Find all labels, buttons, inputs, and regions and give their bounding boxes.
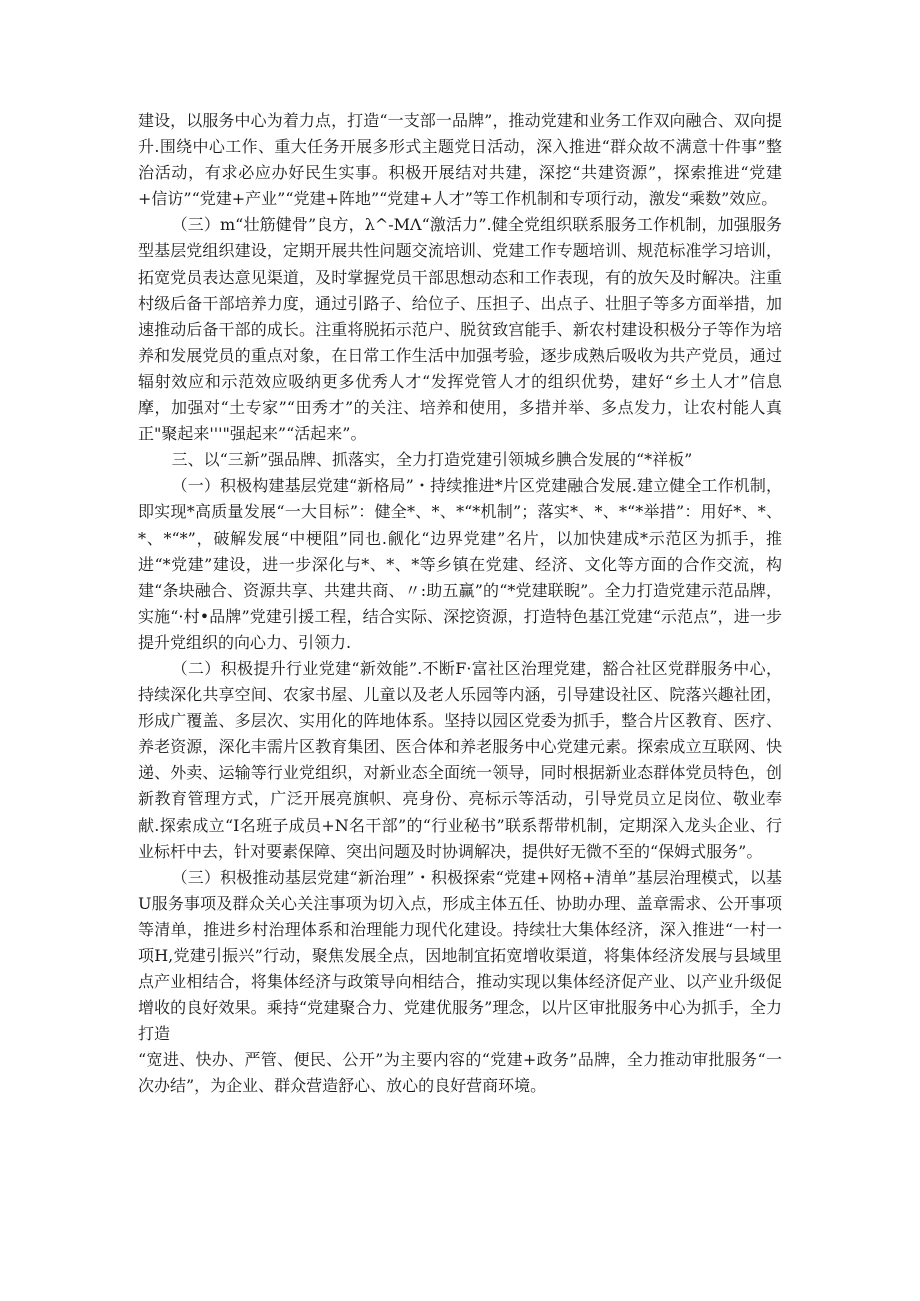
document-body (138, 108, 782, 1100)
paragraph-new-pattern: （一）积极构建基层党建“新格局”・持续推进*片区党建融合发展.建立健全工作机制，即实现*高质量发展“一大目标”：健全*、*、*“*机制”；落实*、*、*“*举措”：用好*、*、*、*“*”，破解发展“中梗阻”同也.觎化“边界党建”名片，以加快建成*示范区为抓手，推进“*党建”建设，进一步深化与*、*、*等乡镇在党建、经济、文化等方面的合作交流，构建“条块融合、资源共享、共建共商、〃:助五赢”的“*党建联睨”。全力打造党建示范品牌，实施“·村•品牌”党建引援工程，结合实际、深挖资源，打造特色基江党建“示范点”，进一步提升党组织的向心力、引领力. (138, 476, 782, 652)
paragraph-strengthen-foundation: （三）m“壮筋健骨”良方，λ^-MΛ“激活力”.健全党组织联系服务工作机制，加强服务型基层党组织建设，定期开展共性问题交流培训、党建工作专题培训、规范标准学习培训，拓宽党员表达意见渠道，及时掌握党员干部思想动态和工作表现，有的放矢及时解决。注重村级后备干部培养力度，通过引路子、给位子、压担子、出点子、壮胆子等多方面举措，加速推动后备干部的成长。注重将脱拓示范户、脱贫致宫能手、新农村建设积极分子等作为培养和发展党员的重点对象，在日常工作生活中加强考验，逐步成熟后吸收为共产党员，通过辐射效应和示范效应吸纳更多优秀人才“发挥党管人才的组织优势，建好“乡土人才”信息摩，加强对“土专家”“田秀才”的关注、培养和使用，多措并举、多点发力，让农村能人真正"聚起来'''"强起来”“活起来”。 (138, 215, 782, 444)
paragraph-continuation: 建设，以服务中心为着力点，打造“一支部一品牌”，推动党建和业务工作双向融合、双向提升.围绕中心工作、重大任务开展多形式主题党日活动，深入推进“群众故不满意十件事”整治活动，有求必应办好民生实事。积极开展结对共建，深挖“共建资源”，探索推进“党建+信访”“党建+产业”“党建+阵地”“党建+人才”等工作机制和专项行动，激发“乘数”效应。 (138, 111, 782, 209)
paragraph-government-services: “宽进、快办、严管、便民、公开”为主要内容的“党建+政务”品牌，全力推动审批服务“一次办结”，为企业、群众营造舒心、放心的良好营商环境。 (138, 1050, 782, 1096)
paragraph-new-governance: （三）积极推动基层党建“新治理”・积极探索“党建+网格+清单”基层治理模式，以基U服务事项及群众关心关注事项为切入点，形成主体五任、协助办理、盖章需求、公开事项等清单，推进乡村治理体系和治理能力现代化建设。持续壮大集体经济，深入推进“一村一项H,党建引振兴”行动，聚焦发展全点，因地制宜拓宽增收渠道，将集体经济发展与县域里点产业相结合，将集体经济与政策导向相结合，推动实现以集体经济促产业、以产业升级促增收的良好效果。乘持“党建聚合力、党建优服务”理念，以片区审批服务中心为抓手，全力打造 (138, 867, 782, 1044)
paragraph-new-efficiency: （二）积极提升行业党建“新效能”.不断F·富社区治理党建，豁合社区党群服务中心，持续深化共享空间、农家书屋、儿童以及老人乐园等内涵，引导建设社区、院落兴趣社团，形成广覆盖、多层次、实用化的阵地体系。坚持以园区党委为抓手，整合片区教育、医疗、养老资源，深化丰需片区教育集团、医合体和养老服务中心党建元素。探索成立互联网、快递、外卖、运输等行业党组织，对新业态全面统一领导，同时根据新业态群体党员特色，创新教育管理方式，广泛开展亮旗帜、亮身份、亮标示等活动，引导党员立足岗位、敬业奉献.探索成立“I名班子成员+N名干部”的“行业秘书”联系帮带机制，定期深入龙头企业、行业标杆中去，针对要素保障、突出问题及时协调解决，提供好无微不至的“保姆式服务”。 (138, 658, 782, 861)
section-heading-three-new: 三、以“三新”强品牌、抓落实，全力打造党建引领城乡腆合发展的“*祥板” (171, 450, 693, 470)
